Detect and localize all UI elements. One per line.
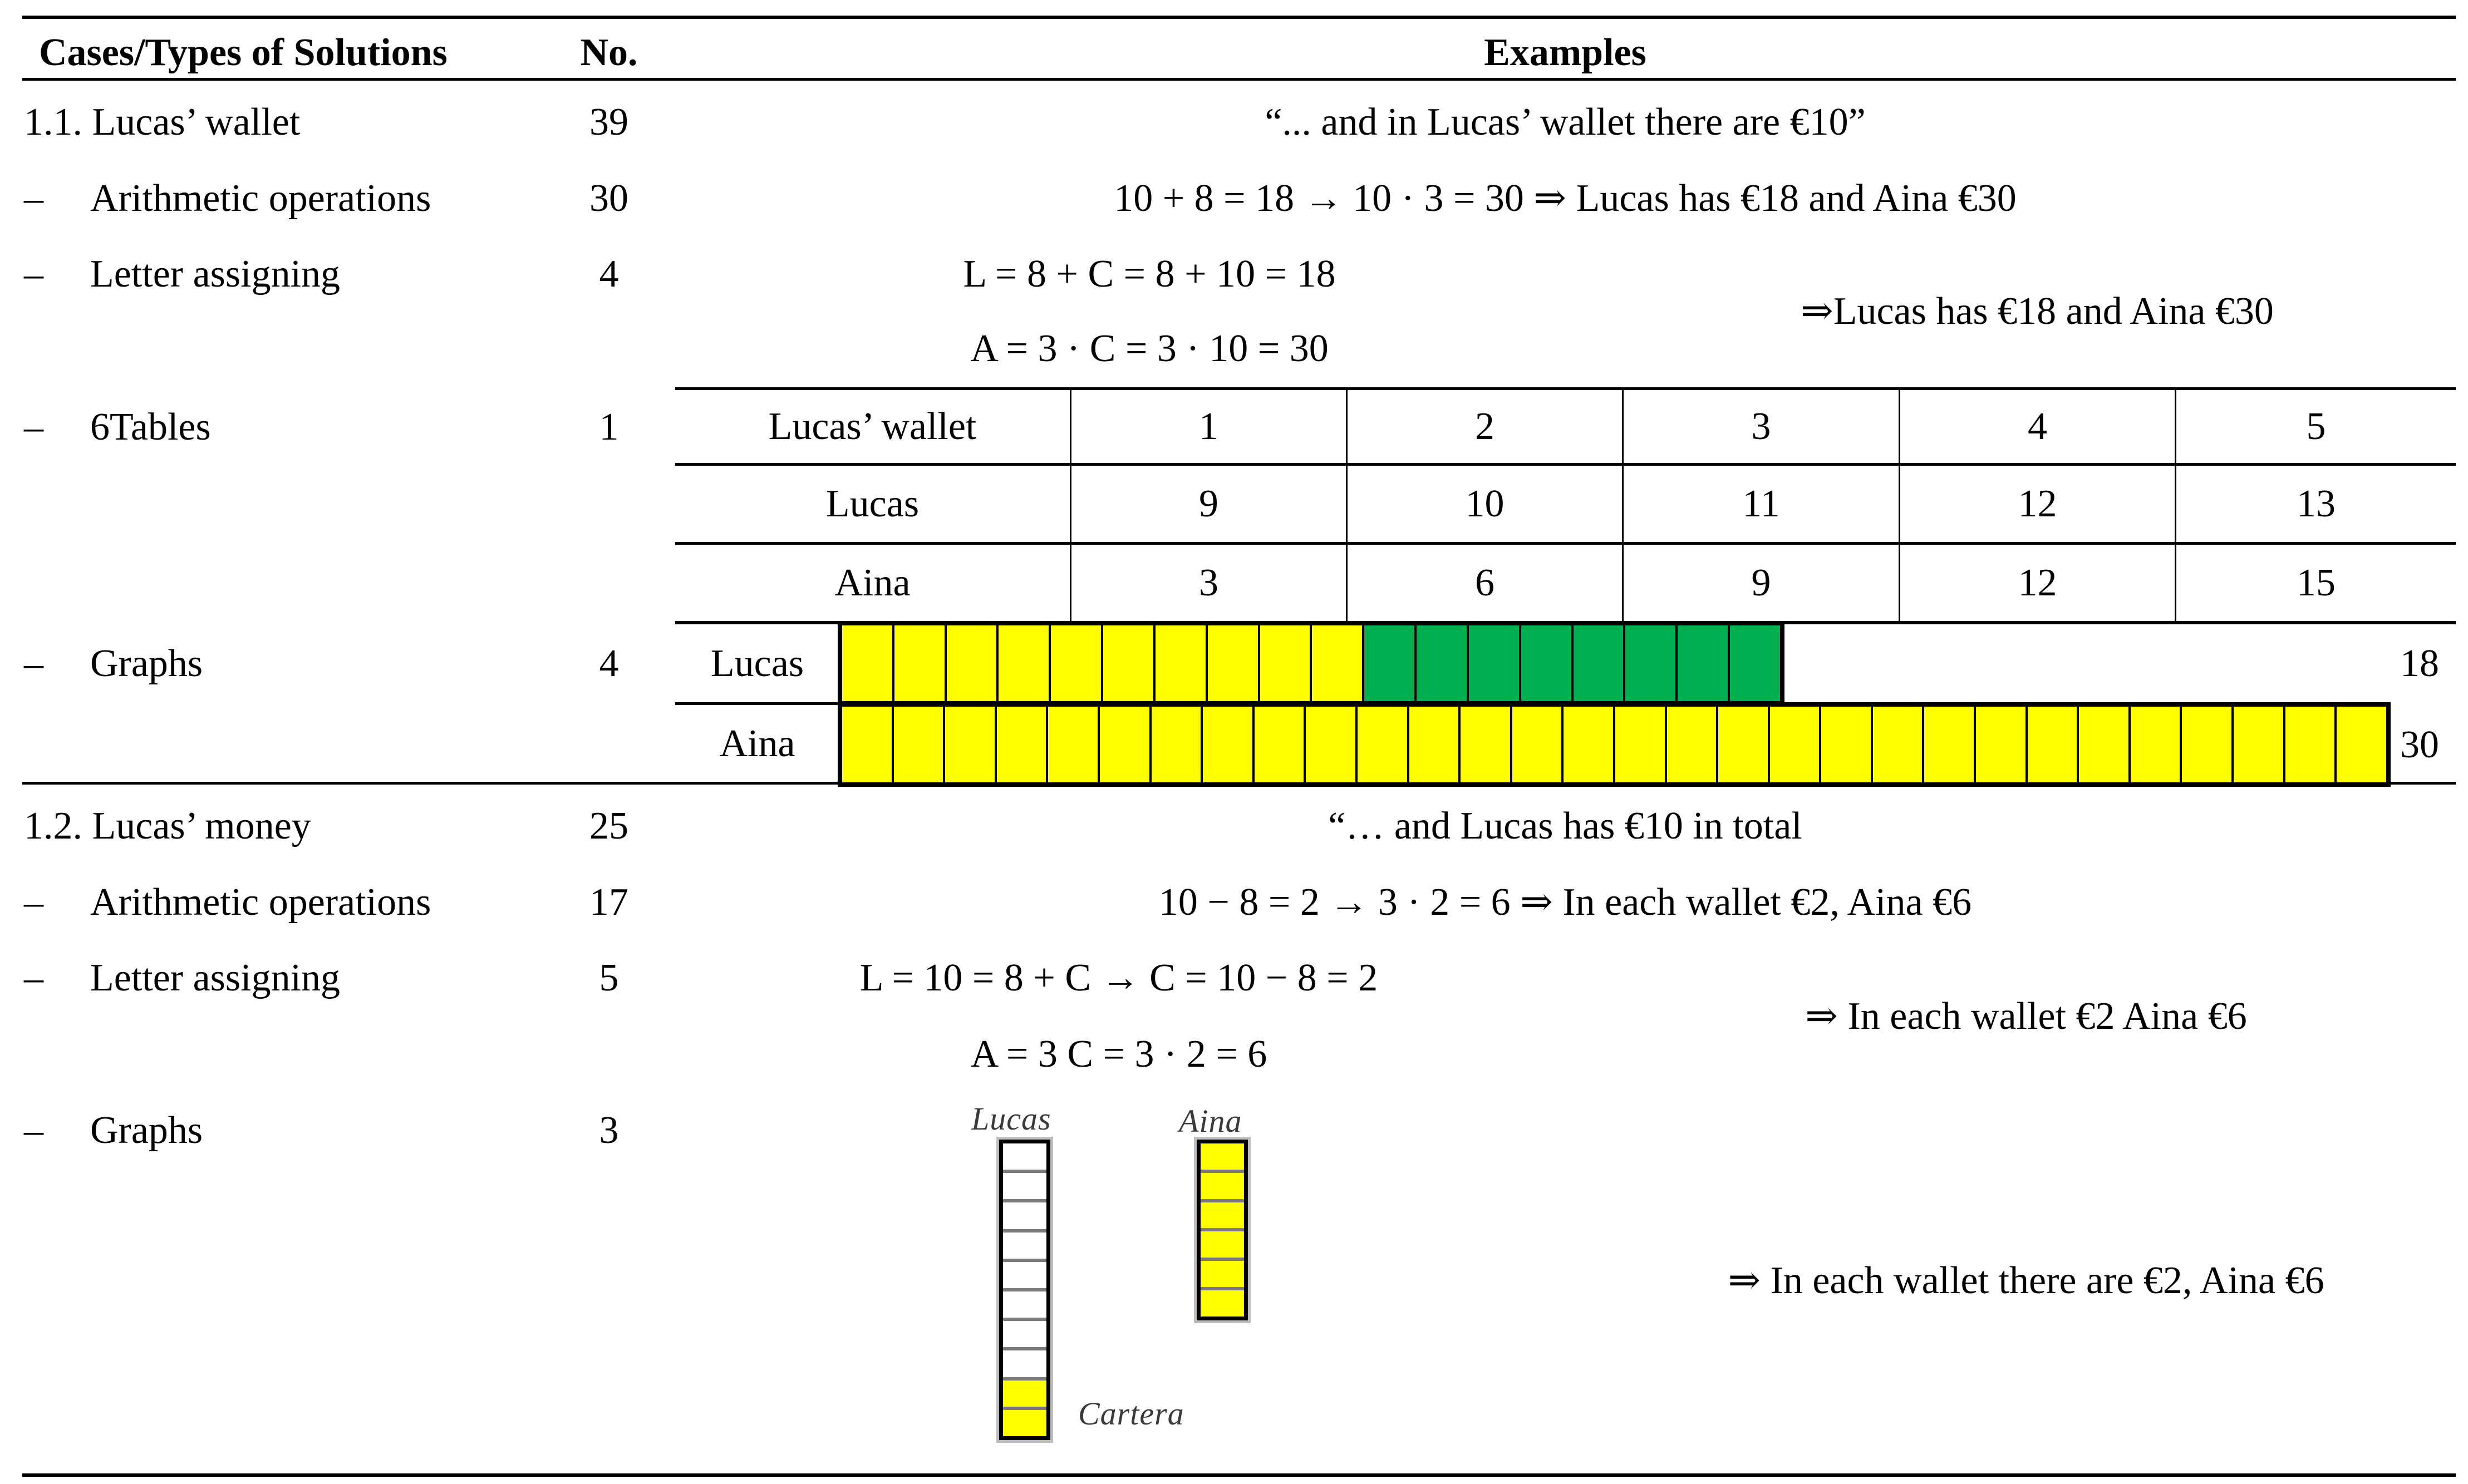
row-label: Graphs	[90, 642, 203, 685]
column-cell	[1201, 1143, 1244, 1173]
dash: –	[24, 177, 43, 220]
bar-cell	[1358, 707, 1409, 782]
column-label-aina: Aina	[1179, 1103, 1242, 1139]
aina-total: 30	[2400, 723, 2439, 766]
bar-cell	[1667, 707, 1719, 782]
lucas-total: 18	[2400, 642, 2439, 685]
row-example: 10 + 8 = 18 → 10 · 3 = 30 ⇒ Lucas has €18 and Aina €30	[1114, 177, 2017, 220]
lucas-bar	[838, 621, 1784, 706]
section-count: 39	[589, 101, 628, 144]
column-label-lucas: Lucas	[971, 1101, 1051, 1137]
bar-cell	[1770, 707, 1822, 782]
top-rule	[22, 16, 2456, 19]
table-cell: 9	[1751, 561, 1771, 604]
row-count: 1	[599, 406, 619, 448]
bar-cell	[1924, 707, 1976, 782]
bar-cell	[2337, 707, 2386, 782]
table-cell: 10	[1465, 482, 1505, 525]
bar-cell	[1255, 707, 1306, 782]
row-label: 6Tables	[90, 406, 211, 448]
dash: –	[24, 957, 43, 999]
bar-cell	[2285, 707, 2337, 782]
row-count: 4	[599, 253, 619, 295]
aina-column	[1197, 1140, 1248, 1320]
dash: –	[24, 1109, 43, 1152]
bar-cell	[1156, 625, 1208, 701]
table-cell: 4	[2028, 405, 2047, 448]
table-row-label: Lucas	[825, 482, 920, 525]
bar-cell	[1730, 625, 1780, 701]
bar-cell	[1625, 625, 1678, 701]
table-cell: 3	[1751, 405, 1771, 448]
bar-cell	[945, 707, 997, 782]
bar-cell	[1100, 707, 1152, 782]
aina-bar	[838, 702, 2391, 787]
section-count: 25	[589, 805, 628, 847]
table-cell: 9	[1199, 482, 1218, 525]
bar-cell	[1976, 707, 2028, 782]
row-example: 10 − 8 = 2 → 3 · 2 = 6 ⇒ In each wallet €2, Aina €6	[1158, 881, 1972, 924]
row-label: Arithmetic operations	[90, 177, 431, 220]
bar-cell	[1306, 707, 1358, 782]
bar-cell	[1048, 707, 1100, 782]
bar-cell	[894, 707, 946, 782]
bar-cell	[2234, 707, 2285, 782]
bar-cell	[1461, 707, 1512, 782]
dash: –	[24, 253, 43, 295]
result-text: ⇒ In each wallet there are €2, Aina €6	[1728, 1259, 2324, 1302]
bar-cell	[999, 625, 1051, 701]
table-cell: 1	[1199, 405, 1218, 448]
bar-cell	[842, 707, 894, 782]
bar-cell	[2079, 707, 2131, 782]
column-cell	[1003, 1381, 1046, 1410]
bottom-rule	[22, 1473, 2456, 1477]
row-count: 4	[599, 642, 619, 685]
dash: –	[24, 881, 43, 924]
bar-cell	[1469, 625, 1521, 701]
column-cell	[1003, 1202, 1046, 1232]
bar-cell	[1409, 707, 1461, 782]
section-title: 1.1. Lucas’ wallet	[24, 101, 301, 144]
column-cell	[1003, 1232, 1046, 1262]
bar-cell	[894, 625, 947, 701]
row-label: Letter assigning	[90, 253, 341, 295]
bar-cell	[842, 625, 894, 701]
bar-cell	[1615, 707, 1667, 782]
table-cell: 2	[1475, 405, 1494, 448]
header-cases: Cases/Types of Solutions	[39, 31, 448, 74]
header-no: No.	[580, 31, 638, 74]
bar-cell	[997, 707, 1049, 782]
bar-cell	[1051, 625, 1103, 701]
table-cell: 12	[2018, 482, 2057, 525]
column-cell	[1003, 1262, 1046, 1291]
row-label: Graphs	[90, 1109, 203, 1152]
bar-cell	[947, 625, 999, 701]
row-label: Arithmetic operations	[90, 881, 431, 924]
bar-cell	[1364, 625, 1417, 701]
table-cell: 15	[2297, 561, 2336, 604]
result-text: ⇒ In each wallet €2 Aina €6	[1805, 995, 2247, 1038]
wallet-label: Cartera	[1078, 1396, 1184, 1432]
table-cell: 3	[1199, 561, 1218, 604]
bar-label-lucas: Lucas	[710, 642, 804, 685]
bar-cell	[1821, 707, 1873, 782]
lucas-column	[999, 1140, 1050, 1440]
bar-cell	[2028, 707, 2079, 782]
table-cell: 11	[1742, 482, 1780, 525]
column-cell	[1003, 1410, 1046, 1436]
bar-cell	[1260, 625, 1312, 701]
column-cell	[1201, 1202, 1244, 1232]
column-cell	[1201, 1290, 1244, 1317]
bar-cell	[1574, 625, 1626, 701]
bar-cell	[1417, 625, 1469, 701]
dash: –	[24, 406, 43, 448]
result-text: ⇒Lucas has €18 and Aina €30	[1801, 290, 2274, 333]
table-row-label: Aina	[834, 561, 911, 604]
example-quote: “... and in Lucas’ wallet there are €10”	[1265, 101, 1866, 144]
column-cell	[1201, 1231, 1244, 1261]
bar-cell	[1718, 707, 1770, 782]
header-rule	[22, 78, 2456, 81]
equation: A = 3 · C = 3 · 10 = 30	[970, 327, 1329, 370]
example-quote: “… and Lucas has €10 in total	[1328, 805, 1802, 847]
column-cell	[1201, 1261, 1244, 1290]
row-count: 5	[599, 957, 619, 999]
bar-cell	[1203, 707, 1255, 782]
dash: –	[24, 642, 43, 685]
column-cell	[1003, 1173, 1046, 1202]
row-count: 30	[589, 177, 628, 220]
bar-cell	[1873, 707, 1925, 782]
column-cell	[1201, 1173, 1244, 1202]
table-cell: 6	[1475, 561, 1494, 604]
row-count: 17	[589, 881, 628, 924]
column-cell	[1003, 1321, 1046, 1350]
section-title: 1.2. Lucas’ money	[24, 805, 311, 847]
equation: L = 10 = 8 + C → C = 10 − 8 = 2	[859, 957, 1378, 999]
bar-cell	[2182, 707, 2234, 782]
bar-cell	[1564, 707, 1615, 782]
bar-cell	[1208, 625, 1260, 701]
column-cell	[1003, 1350, 1046, 1380]
row-count: 3	[599, 1109, 619, 1152]
bar-cell	[1152, 707, 1203, 782]
bar-cell	[1103, 625, 1156, 701]
table-cell: 13	[2297, 482, 2336, 525]
bar-cell	[1678, 625, 1730, 701]
row-label: Letter assigning	[90, 957, 341, 999]
column-cell	[1003, 1143, 1046, 1173]
header-examples: Examples	[1484, 31, 1646, 74]
table-row-label: Lucas’ wallet	[768, 405, 977, 448]
table-cell: 5	[2306, 405, 2326, 448]
bar-cell	[2131, 707, 2182, 782]
bar-cell	[1521, 625, 1574, 701]
equation: L = 8 + C = 8 + 10 = 18	[963, 253, 1336, 295]
equation: A = 3 C = 3 · 2 = 6	[970, 1033, 1267, 1076]
column-cell	[1003, 1291, 1046, 1321]
bar-label-aina: Aina	[719, 722, 795, 765]
bar-cell	[1512, 707, 1564, 782]
table-cell: 12	[2018, 561, 2057, 604]
bar-cell	[1312, 625, 1364, 701]
